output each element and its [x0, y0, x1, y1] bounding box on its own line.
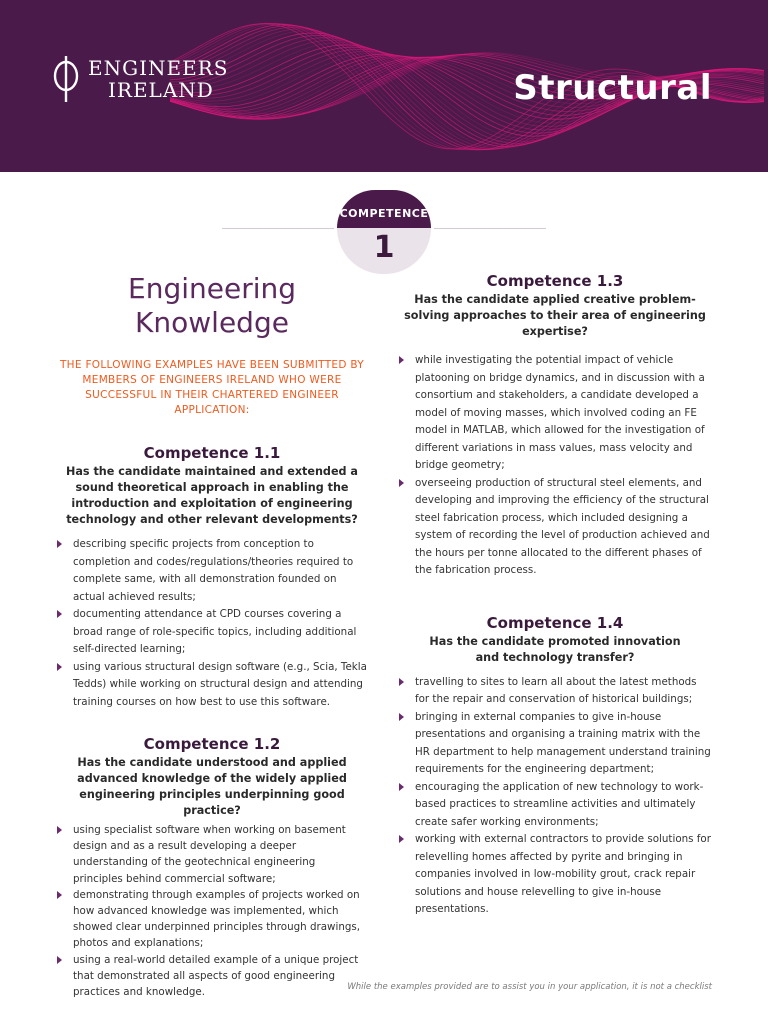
right-column	[398, 272, 712, 919]
list-item-text: while investigating the potential impact of vehicle platooning on bridge dynamics, and in discussion with a consortium and stakeholders, a candidate developed a model of moving masses, which involved coding an FE model in MATLAB, which allowed for the investigation of different variations in mass values, mass velocity and bridge geometry;	[415, 354, 705, 471]
list-item-text: using a real-world detailed example of a unique project that demonstrated all aspects of good engineering practices and knowledge.	[73, 953, 359, 999]
example-list	[398, 674, 712, 919]
list-item-text: using various structural design software (e.g., Scia, Tekla Tedds) while working on structural design and attending training courses on how best to use this software.	[73, 660, 367, 708]
bullet-arrow-icon	[399, 678, 404, 686]
title-line-1: Engineering	[128, 272, 296, 305]
list-item-text: demonstrating through examples of projects worked on how advanced knowledge was implemented, which showed clear underpinned principles through drawings, photos and explanations;	[73, 888, 361, 950]
logo-mark-icon	[52, 54, 80, 104]
bullet-arrow-icon	[399, 713, 404, 721]
list-item	[398, 709, 712, 779]
list-item-text: documenting attendance at CPD courses covering a broad range of role-specific topics, including additional self-directed learning;	[73, 608, 357, 655]
logo-line-2: IRELAND	[108, 78, 214, 102]
engineers-ireland-logo	[52, 54, 228, 104]
competence-1-2	[56, 735, 368, 1000]
list-item-text: describing specific projects from conception to completion and codes/regulations/theories required to complete same, with all demonstration founded on actual achieved results;	[73, 538, 354, 603]
list-item	[56, 887, 368, 952]
competence-question: Has the candidate maintained and extended a sound theoretical approach in enabling the introduction and exploitation of engineering technology and other relevant developments?	[65, 465, 358, 526]
list-item	[56, 606, 368, 659]
bullet-arrow-icon	[57, 610, 62, 618]
list-item	[398, 352, 712, 475]
competence-question: Has the candidate applied creative problem-solving approaches to their area of engineering expertise?	[404, 293, 706, 338]
list-item-text: encouraging the application of new technology to work-based practices to streamline activities and ultimately create safer working environments;	[415, 780, 704, 828]
bullet-arrow-icon	[399, 783, 404, 791]
competence-badge	[337, 190, 431, 274]
list-item	[56, 952, 368, 1001]
badge-divider-right	[434, 228, 546, 229]
example-list	[56, 536, 368, 711]
list-item	[56, 536, 368, 606]
list-item-text: overseeing production of structural steel elements, and developing and improving the efficiency of the structural steel fabrication process, which included designing a system of recording the level of production achieved and the hours per tonne allocated to the different phases of the fabrication process.	[415, 476, 710, 576]
competence-1-4	[398, 614, 712, 919]
list-item	[398, 674, 712, 709]
bullet-arrow-icon	[399, 356, 404, 364]
list-item	[398, 831, 712, 919]
discipline-title: Structural	[513, 68, 712, 108]
list-item	[398, 779, 712, 832]
competence-1-1	[56, 444, 368, 711]
example-list	[56, 822, 368, 1000]
competence-title: Competence 1.3	[486, 272, 624, 290]
competence-title: Competence 1.4	[486, 613, 624, 632]
competence-title: Competence 1.1	[143, 444, 281, 462]
list-item	[56, 822, 368, 887]
bullet-arrow-icon	[57, 826, 62, 834]
competence-question: Has the candidate understood and applied advanced knowledge of the widely applied engineering principles underpinning good practice?	[77, 756, 347, 817]
logo-line-1: ENGINEERS	[88, 56, 229, 80]
title-line-2: Knowledge	[135, 306, 289, 339]
badge-divider-left	[222, 228, 334, 229]
page-title	[56, 272, 368, 340]
intro-text: THE FOLLOWING EXAMPLES HAVE BEEN SUBMITTED BY MEMBERS OF ENGINEERS IRELAND WHO WERE SUCCESSFUL IN THEIR CHARTERED ENGINEER APPLICATION:	[59, 359, 365, 416]
badge-label: COMPETENCE	[339, 207, 429, 220]
badge-number: 1	[373, 230, 395, 265]
bullet-arrow-icon	[57, 891, 62, 899]
list-item	[56, 659, 368, 712]
example-list	[398, 352, 712, 580]
bullet-arrow-icon	[399, 835, 404, 843]
bullet-arrow-icon	[57, 540, 62, 548]
competence-question: Has the candidate promoted innovation and technology transfer?	[429, 634, 681, 664]
bullet-arrow-icon	[399, 479, 404, 487]
list-item-text: using specialist software when working on basement design and as a result developing a deeper understanding of the geotechnical engineering principles behind commercial software;	[73, 824, 346, 885]
list-item	[398, 475, 712, 580]
list-item-text: working with external contractors to provide solutions for relevelling homes affected by pyrite and bringing in companies involved in low-mobility grout, crack repair solutions and house relevelling to give in-house presentations.	[415, 833, 711, 915]
competence-1-3	[398, 272, 712, 580]
left-column	[56, 272, 368, 1000]
competence-title: Competence 1.2	[143, 735, 281, 753]
footer-note: While the examples provided are to assist you in your application, it is not a checklist	[347, 982, 712, 992]
header-banner	[0, 0, 768, 172]
bullet-arrow-icon	[57, 663, 62, 671]
list-item-text: bringing in external companies to give in-house presentations and organising a training matrix with the HR department to help management understand training requirements for the engineering department;	[415, 710, 711, 775]
list-item-text: travelling to sites to learn all about the latest methods for the repair and conservation of historical buildings;	[415, 675, 697, 705]
bullet-arrow-icon	[57, 956, 62, 964]
